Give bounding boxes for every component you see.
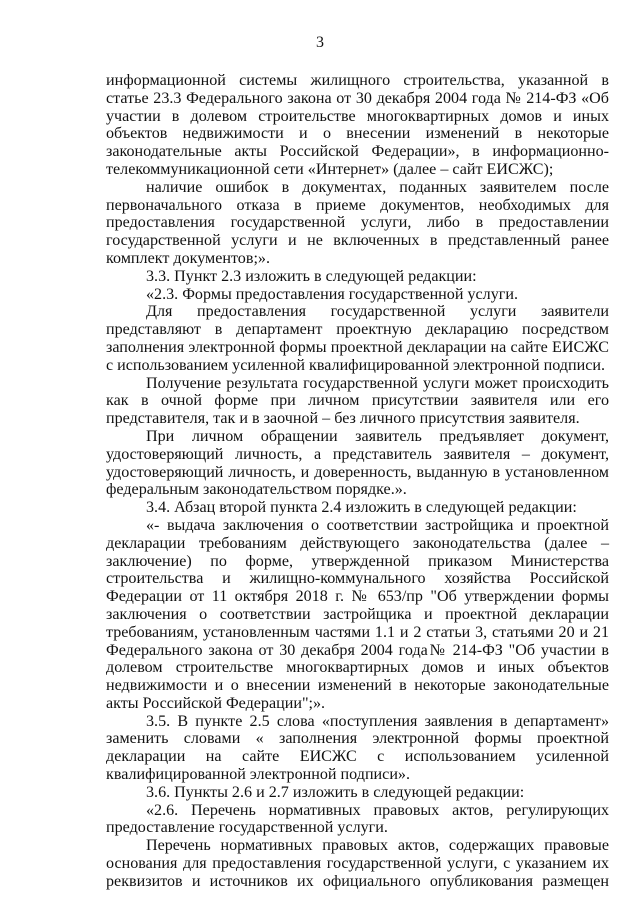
paragraph-section-2-6-heading: «2.6. Перечень нормативных правовых актов, регулирующих предоставление государственной услуги. bbox=[106, 801, 609, 837]
paragraph-item-3-4: 3.4. Абзац второй пункта 2.4 изложить в следующей редакции: bbox=[146, 499, 577, 517]
paragraph-submission: Для предоставления государственной услуги заявители представляют в департамент проектную декларацию посредством заполнения электронной формы проектной декларации на сайте ЕИСЖС с использованием усиленной квалифицированной электронной подписи. bbox=[106, 303, 609, 374]
paragraph-legal-acts: Перечень нормативных правовых актов, содержащих правовые основания для предоставления государственной услуги, с указанием их реквизитов и источников их официального опубликования размещен bbox=[106, 837, 609, 890]
paragraph-continuation: информационной системы жилищного строительства, указанной в статье 23.3 Федерального закона от 30 декабря 2004 года № 214-ФЗ «Об участии в долевом строительстве многоквартирных домов и иных объектов недвижимости и о внесении изменений в некоторые законодательные акты Российской Федерации», в информационно-телекоммуникационной сети «Интернет» (далее – сайт ЕИСЖС); bbox=[106, 72, 609, 178]
paragraph-conclusion: «- выдача заключения о соответствии застройщика и проектной декларации требованиям действующего законодательства (далее – заключение) по форме, утвержденной приказом Министерства строительства и жилищно-коммунального хозяйства Российской Федерации от 11 октября 2018 г. № 653/пр "Об утверждении формы заключения о соответствии застройщика и проектной декларации требованиям, установленным частями 1.1 и 2 статьи 3, статьями 20 и 21 Федерального закона от 30 декабря 2004 года№ 214-ФЗ "Об участии в долевом строительстве многоквартирных домов и иных объектов недвижимости и о внесении изменений в некоторые законодательные акты Российской Федерации";». bbox=[106, 516, 609, 712]
paragraph-item-3-3: 3.3. Пункт 2.3 изложить в следующей редакции: bbox=[146, 267, 477, 285]
paragraph-item-3-6: 3.6. Пункты 2.6 и 2.7 изложить в следующей редакции: bbox=[146, 783, 525, 801]
paragraph-item-3-5: 3.5. В пункте 2.5 слова «поступления заявления в департамент» заменить словами « заполнения электронной формы проектной декларации на сайте ЕИСЖС с использованием усиленной квалифицированной электронной подписи». bbox=[106, 712, 609, 784]
page-number: 3 bbox=[316, 34, 324, 51]
document-body bbox=[106, 72, 609, 891]
paragraph-personal-visit: При личном обращении заявитель предъявляет документ, удостоверяющий личность, а представитель заявителя – документ, удостоверяющий личность, и доверенность, выданную в установленном федеральным законодательством порядке.». bbox=[106, 427, 609, 499]
paragraph-errors: наличие ошибок в документах, поданных заявителем после первоначального отказа в приеме документов, необходимых для предоставления государственной услуги, либо в предоставлении государственной услуги и не включенных в представленный ранее комплект документов;». bbox=[106, 178, 609, 267]
paragraph-result: Получение результата государственной услуги может происходить как в очной форме при личном присутствии заявителя или его представителя, так и в заочной – без личного присутствия заявителя. bbox=[106, 374, 609, 428]
paragraph-section-2-3-heading: «2.3. Формы предоставления государственной услуги. bbox=[146, 285, 518, 303]
